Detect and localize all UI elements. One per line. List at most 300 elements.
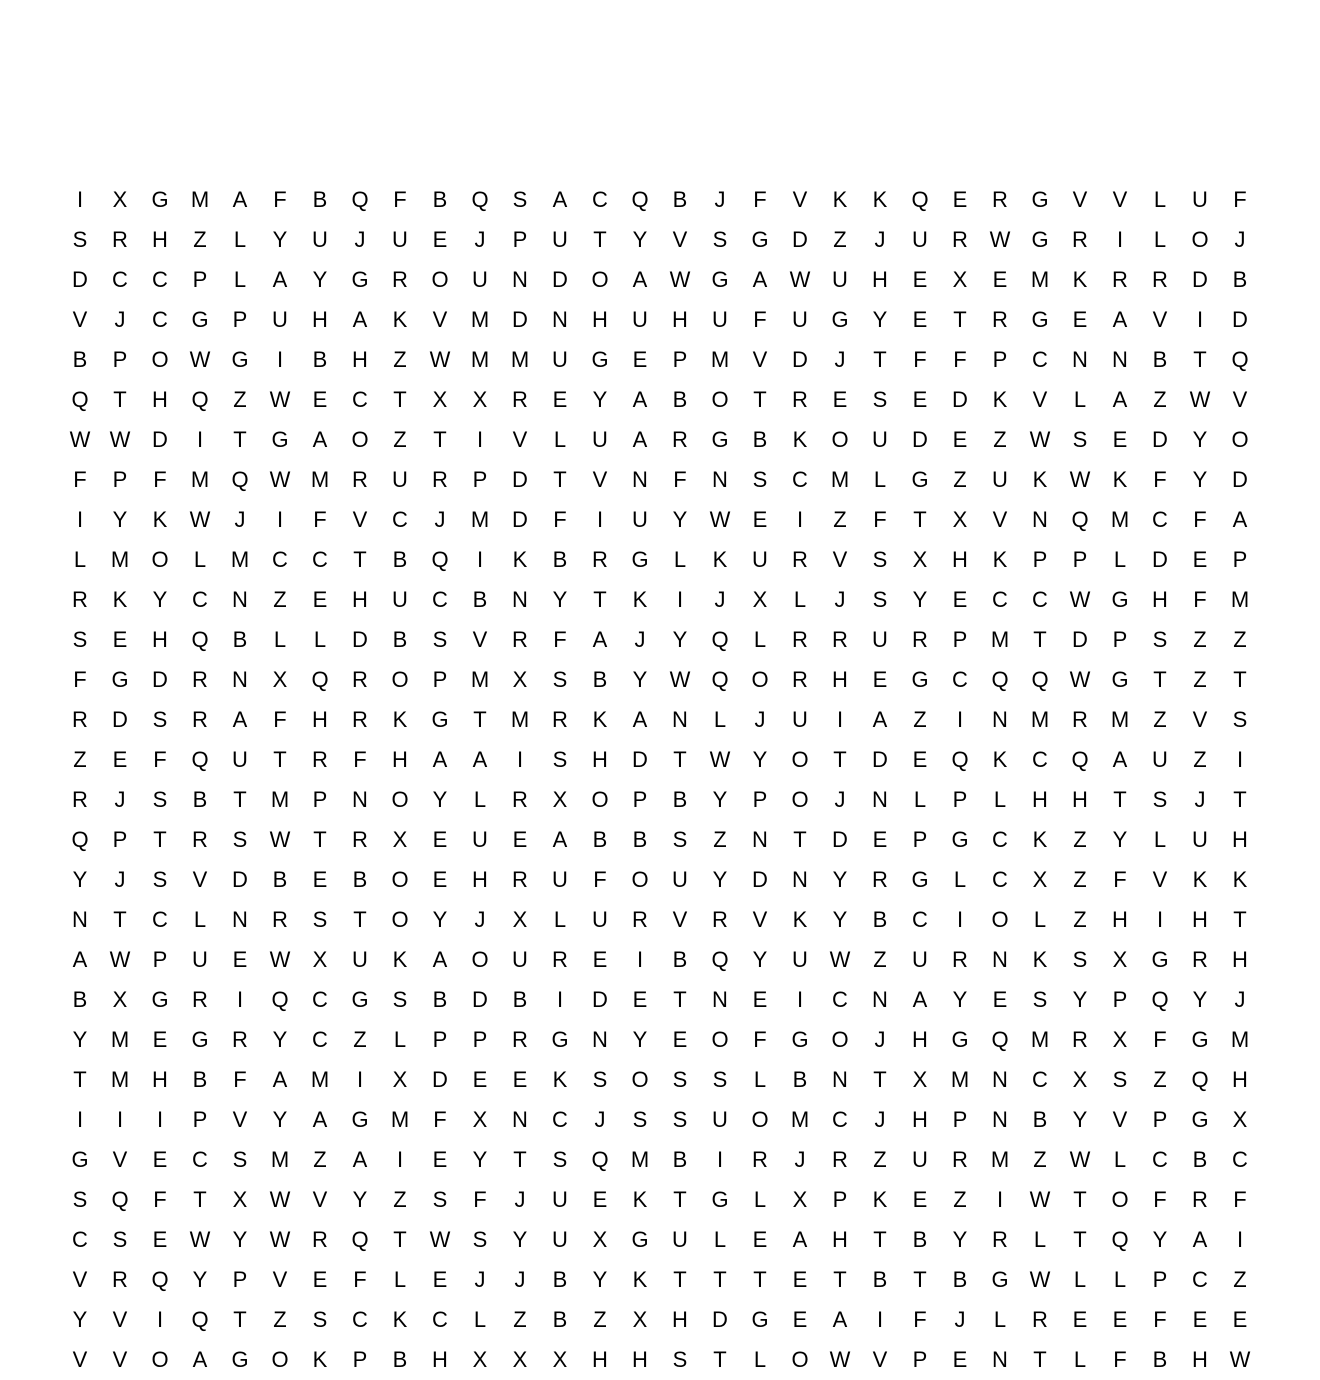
letter-cell[interactable]: K [992, 547, 1008, 572]
letter-cell[interactable]: T [833, 1267, 847, 1292]
letter-cell[interactable]: Y [672, 627, 688, 652]
letter-cell[interactable]: J [874, 1027, 886, 1052]
letter-cell[interactable]: G [1111, 587, 1129, 612]
letter-cell[interactable]: T [73, 1067, 87, 1092]
letter-cell[interactable]: W [989, 227, 1011, 252]
letter-cell[interactable]: R [952, 227, 968, 252]
letter-cell[interactable]: C [1032, 347, 1048, 372]
letter-cell[interactable]: X [552, 1347, 568, 1372]
letter-cell[interactable]: G [1191, 1107, 1209, 1132]
letter-cell[interactable]: X [472, 1347, 488, 1372]
letter-cell[interactable]: Q [271, 987, 289, 1012]
letter-cell[interactable]: E [1072, 307, 1088, 332]
letter-cell[interactable]: L [553, 427, 567, 452]
letter-cell[interactable]: R [72, 587, 88, 612]
letter-cell[interactable]: L [73, 547, 87, 572]
letter-cell[interactable]: C [432, 1307, 448, 1332]
letter-cell[interactable]: H [1072, 787, 1088, 812]
letter-cell[interactable]: R [992, 307, 1008, 332]
letter-cell[interactable]: S [1072, 427, 1088, 452]
letter-cell[interactable]: E [792, 1307, 808, 1332]
letter-cell[interactable]: G [1151, 947, 1169, 972]
letter-cell[interactable]: R [992, 187, 1008, 212]
letter-cell[interactable]: N [872, 987, 888, 1012]
letter-cell[interactable]: D [512, 507, 528, 532]
letter-cell[interactable]: U [552, 867, 568, 892]
letter-cell[interactable]: E [992, 267, 1008, 292]
letter-cell[interactable]: O [591, 787, 609, 812]
letter-cell[interactable]: Z [1153, 387, 1167, 412]
letter-cell[interactable]: Z [1153, 707, 1167, 732]
letter-cell[interactable]: W [1189, 387, 1211, 412]
letter-cell[interactable]: Q [111, 1187, 129, 1212]
letter-cell[interactable]: C [352, 387, 368, 412]
letter-cell[interactable]: E [152, 1147, 168, 1172]
letter-cell[interactable]: V [1192, 707, 1208, 732]
letter-cell[interactable]: Y [352, 1187, 368, 1212]
letter-cell[interactable]: Q [71, 387, 89, 412]
letter-cell[interactable]: Q [231, 467, 249, 492]
letter-cell[interactable]: L [713, 1227, 727, 1252]
letter-cell[interactable]: P [112, 347, 128, 372]
letter-cell[interactable]: O [391, 907, 409, 932]
letter-cell[interactable]: G [711, 427, 729, 452]
letter-cell[interactable]: M [270, 1147, 290, 1172]
letter-cell[interactable]: I [76, 507, 84, 532]
letter-cell[interactable]: Q [951, 747, 969, 772]
letter-cell[interactable]: L [1153, 187, 1167, 212]
letter-cell[interactable]: U [792, 947, 808, 972]
letter-cell[interactable]: Z [393, 1187, 407, 1212]
letter-cell[interactable]: W [269, 387, 291, 412]
letter-cell[interactable]: M [390, 1107, 410, 1132]
letter-cell[interactable]: L [473, 787, 487, 812]
letter-cell[interactable]: X [272, 667, 288, 692]
letter-cell[interactable]: Y [592, 387, 608, 412]
letter-cell[interactable]: G [151, 987, 169, 1012]
letter-cell[interactable]: L [673, 547, 687, 572]
letter-cell[interactable]: C [1152, 1147, 1168, 1172]
letter-cell[interactable]: H [952, 547, 968, 572]
letter-cell[interactable]: Q [631, 187, 649, 212]
letter-cell[interactable]: Z [993, 427, 1007, 452]
letter-cell[interactable]: F [73, 467, 87, 492]
letter-cell[interactable]: L [393, 1027, 407, 1052]
letter-cell[interactable]: L [713, 707, 727, 732]
letter-cell[interactable]: S [592, 1067, 608, 1092]
letter-cell[interactable]: I [876, 1307, 884, 1332]
letter-cell[interactable]: Y [952, 1227, 968, 1252]
letter-cell[interactable]: K [392, 307, 408, 332]
letter-cell[interactable]: W [669, 667, 691, 692]
letter-cell[interactable]: R [632, 907, 648, 932]
letter-cell[interactable]: R [112, 227, 128, 252]
letter-cell[interactable]: J [714, 587, 726, 612]
letter-cell[interactable]: U [552, 1227, 568, 1252]
letter-cell[interactable]: R [352, 467, 368, 492]
letter-cell[interactable]: B [632, 827, 648, 852]
letter-cell[interactable]: T [953, 307, 967, 332]
letter-cell[interactable]: G [791, 1027, 809, 1052]
letter-cell[interactable]: X [392, 1067, 408, 1092]
letter-cell[interactable]: D [1072, 627, 1088, 652]
letter-cell[interactable]: H [832, 1227, 848, 1252]
letter-cell[interactable]: A [872, 707, 888, 732]
letter-cell[interactable]: S [112, 1227, 128, 1252]
letter-cell[interactable]: A [1232, 507, 1248, 532]
letter-cell[interactable]: X [952, 267, 968, 292]
letter-cell[interactable]: H [1112, 907, 1128, 932]
letter-cell[interactable]: O [271, 1347, 289, 1372]
letter-cell[interactable]: U [1192, 827, 1208, 852]
letter-cell[interactable]: N [512, 267, 528, 292]
letter-cell[interactable]: E [432, 227, 448, 252]
letter-cell[interactable]: V [672, 907, 688, 932]
letter-cell[interactable]: Y [432, 907, 448, 932]
letter-cell[interactable]: T [553, 467, 567, 492]
letter-cell[interactable]: A [912, 987, 928, 1012]
letter-cell[interactable]: O [751, 1107, 769, 1132]
letter-cell[interactable]: W [109, 427, 131, 452]
letter-cell[interactable]: J [1234, 987, 1246, 1012]
letter-cell[interactable]: G [1031, 227, 1049, 252]
letter-cell[interactable]: X [1232, 1107, 1248, 1132]
letter-cell[interactable]: R [792, 387, 808, 412]
letter-cell[interactable]: K [552, 1067, 568, 1092]
letter-cell[interactable]: T [473, 707, 487, 732]
letter-cell[interactable]: N [352, 787, 368, 812]
letter-cell[interactable]: E [952, 187, 968, 212]
letter-cell[interactable]: W [269, 947, 291, 972]
letter-cell[interactable]: W [69, 427, 91, 452]
letter-cell[interactable]: F [353, 747, 367, 772]
letter-cell[interactable]: M [470, 347, 490, 372]
letter-cell[interactable]: E [1112, 1307, 1128, 1332]
letter-cell[interactable]: E [112, 627, 128, 652]
letter-cell[interactable]: U [792, 707, 808, 732]
letter-cell[interactable]: D [792, 347, 808, 372]
letter-cell[interactable]: U [352, 947, 368, 972]
letter-cell[interactable]: D [1152, 547, 1168, 572]
letter-cell[interactable]: O [151, 347, 169, 372]
letter-cell[interactable]: I [236, 987, 244, 1012]
letter-cell[interactable]: E [992, 987, 1008, 1012]
letter-cell[interactable]: S [872, 387, 888, 412]
letter-cell[interactable]: G [911, 667, 929, 692]
letter-cell[interactable]: Y [1072, 987, 1088, 1012]
letter-cell[interactable]: B [1192, 1147, 1208, 1172]
letter-cell[interactable]: Y [832, 867, 848, 892]
letter-cell[interactable]: O [791, 747, 809, 772]
letter-cell[interactable]: Y [72, 867, 88, 892]
letter-cell[interactable]: Y [632, 667, 648, 692]
letter-cell[interactable]: X [632, 1307, 648, 1332]
letter-cell[interactable]: X [912, 547, 928, 572]
letter-cell[interactable]: W [709, 507, 731, 532]
letter-cell[interactable]: S [1032, 987, 1048, 1012]
letter-cell[interactable]: W [829, 947, 851, 972]
letter-cell[interactable]: R [1072, 227, 1088, 252]
letter-cell[interactable]: F [753, 1027, 767, 1052]
letter-cell[interactable]: N [992, 947, 1008, 972]
letter-cell[interactable]: D [1232, 307, 1248, 332]
letter-cell[interactable]: Y [512, 1227, 528, 1252]
letter-cell[interactable]: B [72, 347, 88, 372]
letter-cell[interactable]: G [751, 1307, 769, 1332]
letter-cell[interactable]: X [1112, 947, 1128, 972]
letter-cell[interactable]: G [1031, 187, 1049, 212]
letter-cell[interactable]: V [752, 347, 768, 372]
letter-cell[interactable]: X [1112, 1027, 1128, 1052]
letter-cell[interactable]: W [189, 1227, 211, 1252]
letter-cell[interactable]: D [752, 867, 768, 892]
letter-cell[interactable]: Y [872, 307, 888, 332]
letter-cell[interactable]: F [433, 1107, 447, 1132]
letter-cell[interactable]: W [1029, 427, 1051, 452]
letter-cell[interactable]: P [192, 267, 208, 292]
letter-cell[interactable]: X [1072, 1067, 1088, 1092]
letter-cell[interactable]: N [992, 707, 1008, 732]
letter-cell[interactable]: K [632, 1267, 648, 1292]
letter-cell[interactable]: E [432, 1147, 448, 1172]
letter-cell[interactable]: V [872, 1347, 888, 1372]
letter-cell[interactable]: W [269, 827, 291, 852]
letter-cell[interactable]: A [632, 707, 648, 732]
letter-cell[interactable]: D [632, 747, 648, 772]
letter-cell[interactable]: A [352, 1147, 368, 1172]
letter-cell[interactable]: L [1073, 1347, 1087, 1372]
letter-cell[interactable]: X [232, 1187, 248, 1212]
letter-cell[interactable]: T [833, 747, 847, 772]
letter-cell[interactable]: Y [712, 787, 728, 812]
letter-cell[interactable]: O [791, 1347, 809, 1372]
letter-cell[interactable]: R [592, 547, 608, 572]
letter-cell[interactable]: K [1072, 267, 1088, 292]
letter-cell[interactable]: E [872, 667, 888, 692]
letter-cell[interactable]: Q [311, 667, 329, 692]
letter-cell[interactable]: U [712, 1107, 728, 1132]
letter-cell[interactable]: B [1152, 347, 1168, 372]
letter-cell[interactable]: E [912, 307, 928, 332]
letter-cell[interactable]: U [472, 267, 488, 292]
letter-cell[interactable]: H [352, 347, 368, 372]
letter-cell[interactable]: F [553, 627, 567, 652]
letter-cell[interactable]: Z [913, 707, 927, 732]
letter-cell[interactable]: K [152, 507, 168, 532]
letter-cell[interactable]: P [752, 787, 768, 812]
letter-cell[interactable]: H [632, 1347, 648, 1372]
letter-cell[interactable]: I [636, 947, 644, 972]
letter-cell[interactable]: H [1192, 907, 1208, 932]
letter-cell[interactable]: X [472, 1107, 488, 1132]
letter-cell[interactable]: R [232, 1027, 248, 1052]
letter-cell[interactable]: N [992, 1347, 1008, 1372]
letter-cell[interactable]: Q [1191, 1067, 1209, 1092]
letter-cell[interactable]: A [1112, 387, 1128, 412]
letter-cell[interactable]: G [231, 347, 249, 372]
letter-cell[interactable]: I [556, 987, 564, 1012]
letter-cell[interactable]: U [752, 547, 768, 572]
letter-cell[interactable]: A [792, 1227, 808, 1252]
letter-cell[interactable]: R [1152, 267, 1168, 292]
letter-cell[interactable]: P [1072, 547, 1088, 572]
letter-cell[interactable]: L [753, 1347, 767, 1372]
letter-cell[interactable]: Q [351, 1227, 369, 1252]
letter-cell[interactable]: S [72, 1187, 88, 1212]
letter-cell[interactable]: C [192, 587, 208, 612]
letter-cell[interactable]: J [834, 787, 846, 812]
letter-cell[interactable]: J [234, 507, 246, 532]
letter-cell[interactable]: D [112, 707, 128, 732]
letter-cell[interactable]: U [232, 747, 248, 772]
letter-cell[interactable]: T [153, 827, 167, 852]
letter-cell[interactable]: V [1232, 387, 1248, 412]
letter-cell[interactable]: P [912, 1347, 928, 1372]
letter-cell[interactable]: T [673, 1187, 687, 1212]
letter-cell[interactable]: J [354, 227, 366, 252]
letter-cell[interactable]: B [392, 627, 408, 652]
letter-cell[interactable]: F [913, 347, 927, 372]
letter-cell[interactable]: H [672, 1307, 688, 1332]
letter-cell[interactable]: P [232, 307, 248, 332]
letter-cell[interactable]: R [1072, 707, 1088, 732]
letter-cell[interactable]: B [192, 787, 208, 812]
letter-cell[interactable]: U [1192, 187, 1208, 212]
letter-cell[interactable]: E [592, 1187, 608, 1212]
letter-cell[interactable]: M [110, 1027, 130, 1052]
letter-cell[interactable]: E [1192, 547, 1208, 572]
letter-cell[interactable]: S [1232, 707, 1248, 732]
letter-cell[interactable]: L [1153, 827, 1167, 852]
letter-cell[interactable]: J [954, 1307, 966, 1332]
letter-cell[interactable]: I [1156, 907, 1164, 932]
letter-cell[interactable]: R [512, 1027, 528, 1052]
letter-cell[interactable]: L [873, 467, 887, 492]
letter-cell[interactable]: A [472, 747, 488, 772]
letter-cell[interactable]: B [552, 547, 568, 572]
letter-cell[interactable]: H [592, 307, 608, 332]
letter-cell[interactable]: R [552, 947, 568, 972]
letter-cell[interactable]: Y [952, 987, 968, 1012]
letter-cell[interactable]: O [391, 867, 409, 892]
letter-cell[interactable]: W [269, 1187, 291, 1212]
letter-cell[interactable]: F [673, 467, 687, 492]
letter-cell[interactable]: C [432, 587, 448, 612]
letter-cell[interactable]: M [1230, 1027, 1250, 1052]
letter-cell[interactable]: P [1112, 987, 1128, 1012]
letter-cell[interactable]: M [510, 347, 530, 372]
letter-cell[interactable]: C [312, 547, 328, 572]
letter-cell[interactable]: R [272, 907, 288, 932]
letter-cell[interactable]: I [956, 907, 964, 932]
letter-cell[interactable]: E [672, 1027, 688, 1052]
letter-cell[interactable]: J [594, 1107, 606, 1132]
letter-cell[interactable]: W [669, 267, 691, 292]
letter-cell[interactable]: P [112, 827, 128, 852]
letter-cell[interactable]: S [552, 1147, 568, 1172]
letter-cell[interactable]: T [233, 1307, 247, 1332]
letter-cell[interactable]: W [1029, 1187, 1051, 1212]
letter-cell[interactable]: Y [1192, 987, 1208, 1012]
letter-cell[interactable]: U [712, 307, 728, 332]
letter-cell[interactable]: E [912, 267, 928, 292]
letter-cell[interactable]: K [792, 907, 808, 932]
letter-cell[interactable]: T [753, 387, 767, 412]
letter-cell[interactable]: Y [1112, 827, 1128, 852]
letter-cell[interactable]: L [753, 1187, 767, 1212]
letter-cell[interactable]: T [593, 227, 607, 252]
letter-cell[interactable]: Y [432, 787, 448, 812]
letter-cell[interactable]: E [432, 1267, 448, 1292]
letter-cell[interactable]: O [1111, 1187, 1129, 1212]
letter-cell[interactable]: L [273, 627, 287, 652]
letter-cell[interactable]: Q [911, 187, 929, 212]
letter-cell[interactable]: I [596, 507, 604, 532]
letter-cell[interactable]: X [912, 1067, 928, 1092]
letter-cell[interactable]: B [312, 347, 328, 372]
letter-cell[interactable]: D [872, 747, 888, 772]
letter-cell[interactable]: Y [152, 587, 168, 612]
letter-cell[interactable]: D [512, 307, 528, 332]
letter-cell[interactable]: R [832, 627, 848, 652]
letter-cell[interactable]: X [112, 987, 128, 1012]
letter-cell[interactable]: E [152, 1027, 168, 1052]
letter-cell[interactable]: P [152, 947, 168, 972]
letter-cell[interactable]: S [1072, 947, 1088, 972]
letter-cell[interactable]: R [1112, 267, 1128, 292]
letter-cell[interactable]: J [474, 907, 486, 932]
letter-cell[interactable]: U [832, 267, 848, 292]
letter-cell[interactable]: L [553, 907, 567, 932]
letter-cell[interactable]: U [552, 227, 568, 252]
letter-cell[interactable]: K [632, 1187, 648, 1212]
letter-cell[interactable]: Z [513, 1307, 527, 1332]
letter-cell[interactable]: L [233, 267, 247, 292]
letter-cell[interactable]: B [272, 867, 288, 892]
letter-cell[interactable]: F [153, 747, 167, 772]
letter-cell[interactable]: Y [592, 1267, 608, 1292]
letter-cell[interactable]: F [153, 1187, 167, 1212]
letter-cell[interactable]: B [72, 987, 88, 1012]
letter-cell[interactable]: Q [151, 1267, 169, 1292]
letter-cell[interactable]: O [631, 867, 649, 892]
letter-cell[interactable]: H [1192, 1347, 1208, 1372]
letter-cell[interactable]: U [872, 427, 888, 452]
letter-cell[interactable]: U [672, 867, 688, 892]
letter-cell[interactable]: F [273, 187, 287, 212]
letter-cell[interactable]: S [672, 1347, 688, 1372]
letter-cell[interactable]: Q [1151, 987, 1169, 1012]
letter-cell[interactable]: Y [272, 1027, 288, 1052]
letter-cell[interactable]: E [912, 387, 928, 412]
letter-cell[interactable]: A [632, 427, 648, 452]
letter-cell[interactable]: T [433, 427, 447, 452]
letter-cell[interactable]: T [113, 907, 127, 932]
letter-cell[interactable]: B [392, 547, 408, 572]
letter-cell[interactable]: C [352, 1307, 368, 1332]
letter-cell[interactable]: M [1030, 707, 1050, 732]
letter-cell[interactable]: E [752, 1227, 768, 1252]
letter-cell[interactable]: S [552, 667, 568, 692]
letter-cell[interactable]: U [872, 627, 888, 652]
letter-cell[interactable]: T [673, 747, 687, 772]
letter-cell[interactable]: B [672, 187, 688, 212]
letter-cell[interactable]: V [1112, 1107, 1128, 1132]
letter-cell[interactable]: L [193, 907, 207, 932]
letter-cell[interactable]: A [592, 627, 608, 652]
letter-cell[interactable]: B [1152, 1347, 1168, 1372]
letter-cell[interactable]: C [792, 467, 808, 492]
